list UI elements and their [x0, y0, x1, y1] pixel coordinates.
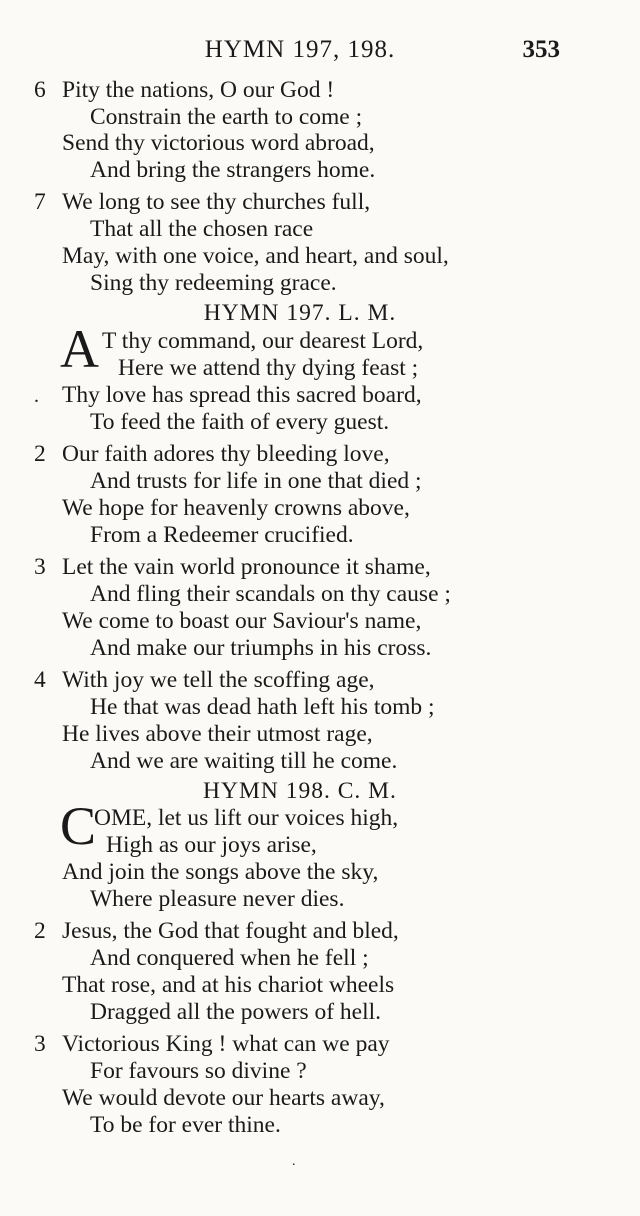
dropcap-letter: A	[60, 319, 99, 379]
verse-line: We hope for heavenly crowns above,	[62, 495, 410, 521]
verse-line: Here we attend thy dying feast ;	[118, 355, 419, 381]
verse-line: We would devote our hearts away,	[62, 1085, 385, 1111]
running-head	[0, 36, 640, 70]
verse-line: T thy command, our dearest Lord,	[102, 328, 424, 354]
print-speck: .	[34, 385, 39, 407]
verse-line: We long to see thy churches full,	[62, 189, 371, 215]
running-head-title: HYMN 197, 198.	[204, 36, 396, 63]
verse-line: Victorious King ! what can we pay	[62, 1031, 390, 1057]
verse-line: That rose, and at his chariot wheels	[62, 972, 395, 998]
verse-line: We come to boast our Saviour's name,	[62, 608, 422, 634]
verse-line: With joy we tell the scoffing age,	[62, 667, 375, 693]
verse-line: From a Redeemer crucified.	[90, 522, 354, 548]
verse-line: And trusts for life in one that died ;	[90, 468, 422, 494]
verse-line: To feed the faith of every guest.	[90, 409, 390, 435]
dropcap-letter: C	[60, 796, 97, 856]
verse-line: And make our triumphs in his cross.	[90, 635, 432, 661]
verse-line: That all the chosen race	[90, 216, 314, 242]
verse-line: Dragged all the powers of hell.	[90, 999, 382, 1025]
verse-line: He lives above their utmost rage,	[62, 721, 373, 747]
stanza-number: 2	[34, 918, 46, 944]
verse-line: And conquered when he fell ;	[90, 945, 369, 971]
verse-line: Sing thy redeeming grace.	[90, 270, 337, 296]
verse-line: May, with one voice, and heart, and soul,	[62, 243, 449, 269]
verse-line: Thy love has spread this sacred board,	[62, 382, 422, 408]
stanza-number: 3	[34, 554, 46, 580]
print-speck: .	[292, 1154, 296, 1169]
hymn-198-heading: HYMN 198. C. M.	[203, 778, 397, 804]
verse-line: For favours so divine ?	[90, 1058, 307, 1084]
page-number: 353	[522, 36, 560, 63]
stanza-number: 4	[34, 667, 46, 693]
verse-line: Constrain the earth to come ;	[90, 104, 363, 130]
hymn-197-heading: HYMN 197. L. M.	[203, 300, 397, 326]
verse-line: Where pleasure never dies.	[90, 886, 345, 912]
verse-line: OME, let us lift our voices high,	[94, 805, 399, 831]
verse-line: And join the songs above the sky,	[62, 859, 379, 885]
verse-line: And bring the strangers home.	[90, 157, 376, 183]
verse-line: Let the vain world pronounce it shame,	[62, 554, 431, 580]
verse-line: To be for ever thine.	[90, 1112, 281, 1138]
verse-line: And fling their scandals on thy cause ;	[90, 581, 451, 607]
verse-line: Send thy victorious word abroad,	[62, 130, 375, 156]
verse-line: He that was dead hath left his tomb ;	[90, 694, 435, 720]
verse-line: Pity the nations, O our God !	[62, 77, 335, 103]
stanza-number: 6	[34, 77, 46, 103]
stanza-number: 2	[34, 441, 46, 467]
verse-line: Jesus, the God that fought and bled,	[62, 918, 399, 944]
verse-line: And we are waiting till he come.	[90, 748, 398, 774]
stanza-number: 3	[34, 1031, 46, 1057]
verse-line: Our faith adores thy bleeding love,	[62, 441, 390, 467]
verse-line: High as our joys arise,	[106, 832, 317, 858]
stanza-number: 7	[34, 189, 46, 215]
